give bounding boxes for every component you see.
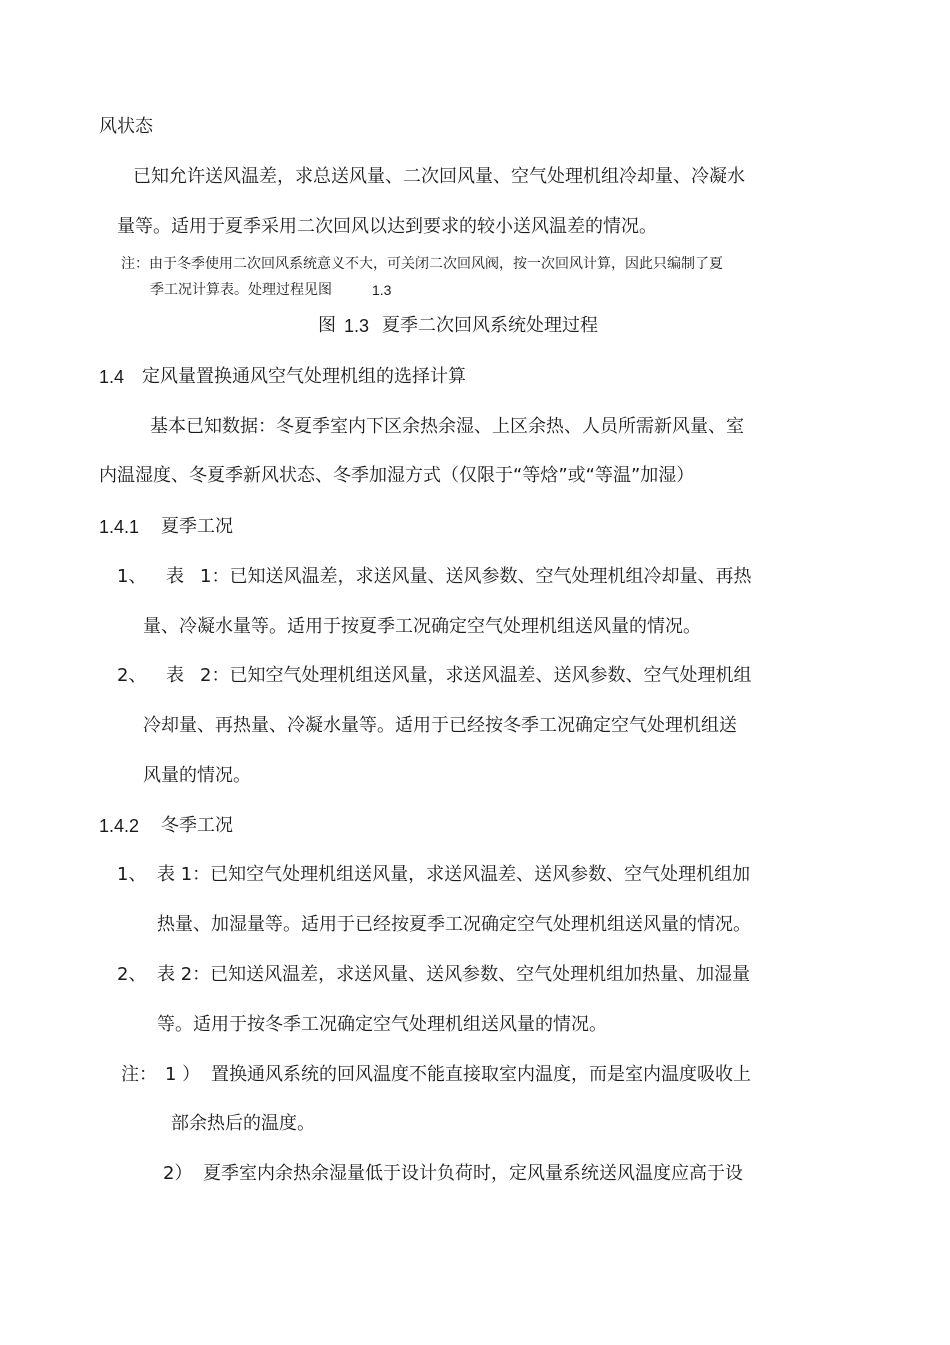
subsection-title: 冬季工况 — [161, 815, 233, 836]
list-item-text: 表 2：已知送风温差，求送风量、送风参数、空气处理机组加热量、加湿量 — [157, 964, 751, 985]
figure-caption-text: 夏季二次回风系统处理过程 — [382, 315, 598, 336]
text-line: 冷却量、再热量、冷凝水量等。适用于已经按冬季工况确定空气处理机组送 — [143, 715, 737, 736]
note-text: 夏季室内余热余湿量低于设计负荷时，定风量系统送风温度应高于设 — [203, 1163, 743, 1184]
note-number: 1 ） — [165, 1064, 201, 1085]
section-number: 1.4 — [99, 367, 125, 387]
list-item-text: 2：已知空气处理机组送风量，求送风温差、送风参数、空气处理机组 — [200, 665, 752, 686]
text-line: 部余热后的温度。 — [171, 1113, 315, 1134]
note-line: 季工况计算表。处理过程见图 — [150, 282, 332, 298]
list-marker: 2、 — [117, 964, 147, 985]
figure-ref: 1.3 — [372, 282, 392, 298]
subsection-number: 1.4.1 — [99, 517, 140, 537]
text-line: 量等。适用于夏季采用二次回风以达到要求的较小送风温差的情况。 — [117, 216, 657, 237]
list-item-label: 表 — [166, 566, 184, 587]
list-item-text: 1：已知送风温差，求送风量、送风参数、空气处理机组冷却量、再热 — [200, 566, 752, 587]
list-item-text: 表 1：已知空气处理机组送风量，求送风温差、送风参数、空气处理机组加 — [157, 864, 751, 885]
text-line: 等。适用于按冬季工况确定空气处理机组送风量的情况。 — [157, 1014, 607, 1035]
text-line: 基本已知数据：冬夏季室内下区余热余湿、上区余热、人员所需新风量、室 — [150, 416, 744, 437]
list-marker: 1、 — [117, 864, 147, 885]
list-item-label: 表 — [166, 665, 184, 686]
note-number: 2） — [163, 1163, 193, 1184]
section-title: 定风量置换通风空气处理机组的选择计算 — [142, 366, 466, 387]
figure-caption-number: 1.3 — [344, 316, 370, 336]
text-line: 风量的情况。 — [143, 765, 251, 786]
subsection-title: 夏季工况 — [161, 516, 233, 537]
note-text: 置换通风系统的回风温度不能直接取室内温度，而是室内温度吸收上 — [211, 1064, 751, 1085]
text-line: 热量、加湿量等。适用于已经按夏季工况确定空气处理机组送风量的情况。 — [157, 914, 751, 935]
subsection-number: 1.4.2 — [99, 816, 140, 836]
list-marker: 1、 — [117, 566, 147, 587]
text-line: 内温湿度、冬夏季新风状态、冬季加湿方式（仅限于“等焓”或“等温”加湿） — [99, 465, 695, 486]
figure-caption-label: 图 — [318, 315, 336, 336]
note-line: 注：由于冬季使用二次回风系统意义不大，可关闭二次回风阀，按一次回风计算，因此只编制了夏 — [121, 256, 723, 272]
text-line: 已知允许送风温差，求总送风量、二次回风量、空气处理机组冷却量、冷凝水 — [133, 166, 745, 187]
list-marker: 2、 — [117, 665, 147, 686]
text-line: 风状态 — [99, 116, 153, 137]
note-marker: 注： — [121, 1064, 157, 1085]
text-line: 量、冷凝水量等。适用于按夏季工况确定空气处理机组送风量的情况。 — [143, 616, 701, 637]
